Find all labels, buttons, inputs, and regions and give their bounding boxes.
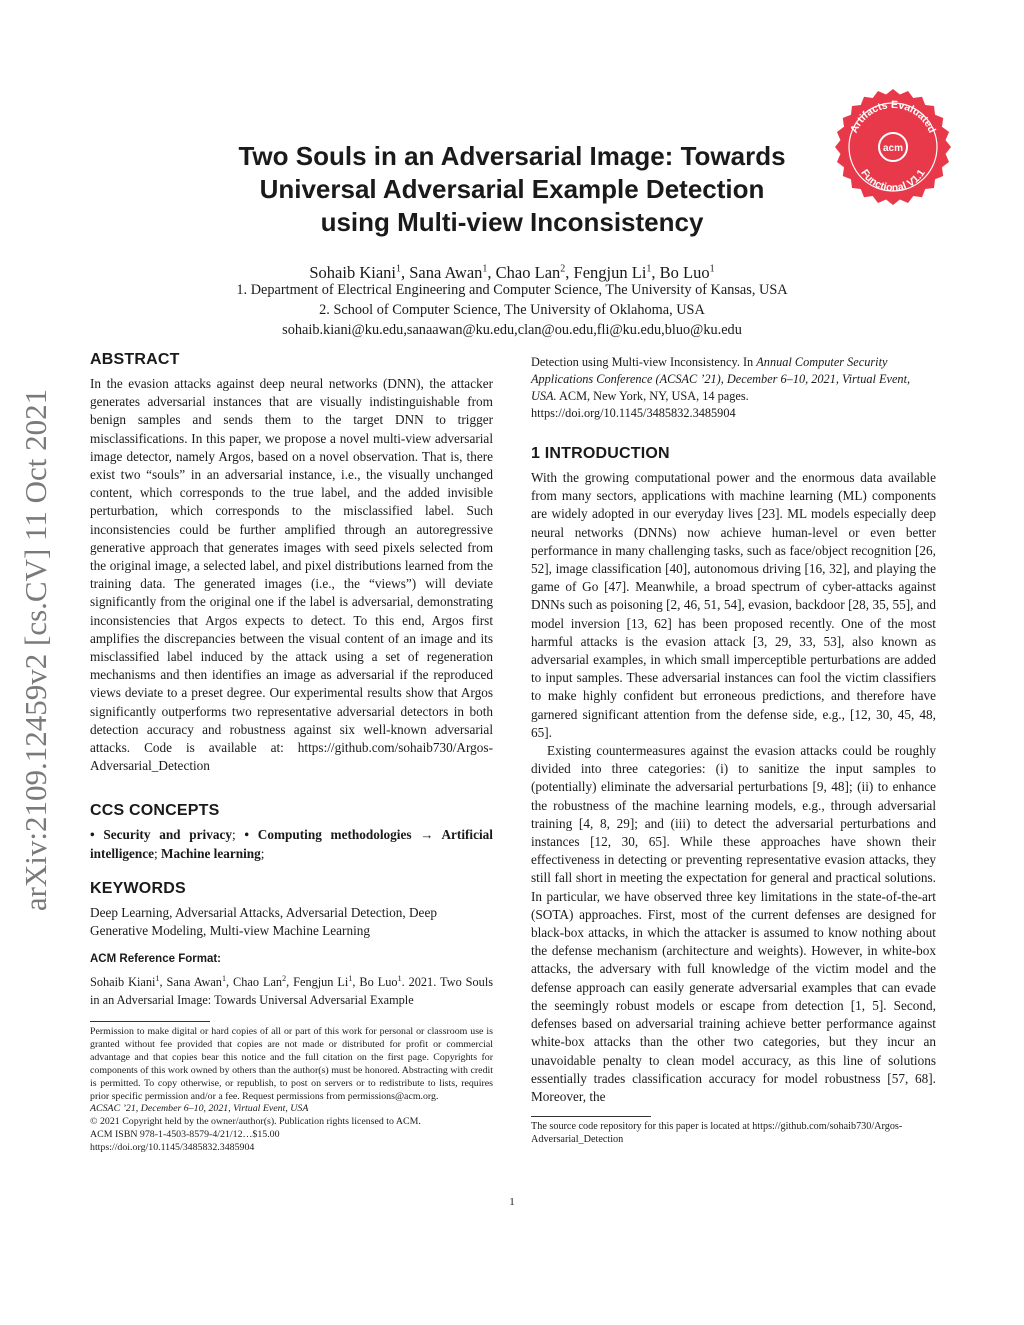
- intro-paragraph: With the growing computational power and the enormous data available from many sectors, applications with machine learning (ML) components are widely adopted in our everyday lives [23]. ML models especially deep neural networks (DNNs) now achieve human-level or even better performance in many challenging tasks, such as face/object recognition [26, 52], image classification [40], autonomous driving [16, 32], and playing the game of Go [47]. Meanwhile, a broad spectrum of cyber-attacks against DNNs such as poisoning [2, 46, 51, 54], evasion, backdoor [28, 35, 55], and model inversion [13, 62] has been proposed recently. One of the most harmful attacks is the evasion attack [3, 29, 33, 53], also known as adversarial examples, in which small imperceptible perturbations are added to input samples. These adversarial instances can fool the victim classifiers to make highly confident but erroneous predictions, and therefore have garnered significant attention from the defense side, e.g., [12, 30, 45, 48, 65].: [531, 470, 936, 740]
- affiliation-oklahoma: 2. School of Computer Science, The University of Oklahoma, USA: [319, 302, 705, 318]
- ccs-concepts: • Security and privacy; • Computing methodologies → Artificial intelligence; Machine learning;: [90, 827, 493, 861]
- venue-line: ACSAC ’21, December 6–10, 2021, Virtual Event, USA: [90, 1103, 309, 1115]
- badge-seal-icon: [832, 86, 954, 208]
- svg-text:acm: acm: [882, 143, 904, 154]
- permission-block: [90, 1021, 493, 1155]
- abstract-heading: ABSTRACT: [90, 351, 180, 368]
- permission-notice: Permission to make digital or hard copies of all or part of this work for personal or classroom use is granted without fee provided that copies are not made or distributed for profit or commercial advantage and that copies bear this notice and the full citation on the first page. Copyrights for components of this work owned by others than the author(s) must be honored. Abstracting with credit is permitted. To copy otherwise, or republish, to post on servers or to redistribute to lists, requires prior specific permission and/or a fee. Request permissions from permissions@acm.org.: [90, 1025, 493, 1102]
- author: Sana Awan$^1$,: [409, 262, 496, 282]
- affiliation-kansas: 1. Department of Electrical Engineering and Computer Science, The University of Kansas, USA: [236, 282, 788, 298]
- right-column: [531, 354, 936, 1146]
- keywords-text: Deep Learning, Adversarial Attacks, Adversarial Detection, Deep Generative Modeling, Multi-view Machine Learning: [90, 904, 437, 939]
- artifacts-evaluated-badge: [832, 86, 954, 208]
- title-line: Two Souls in an Adversarial Image: Towards: [238, 141, 786, 171]
- left-column: [90, 350, 493, 1155]
- footnote-text: The source code repository for this paper is located at https://github.com/sohaib730/Argos-Adversarial_Detection: [531, 1121, 903, 1146]
- copyright-line: © 2021 Copyright held by the owner/author(s). Publication rights licensed to ACM.: [90, 1116, 421, 1128]
- divider: [531, 1116, 651, 1117]
- svg-text:Functional V1.1: Functional V1.1: [858, 167, 928, 195]
- intro-paragraph: Existing countermeasures against the evasion attacks could be roughly divided into three categories: (i) to sanitize the input samples to (potentially) eliminate the adversarial perturbations [9, 48]; (ii) to enhance the robustness of the machine learning models, e.g., through adversarial training [4, 8, 29]; and (iii) to detect the adversarial perturbations and instances [12, 30, 65]. While these approaches have shown their effectiveness in detecting or preventing representative evasion attacks, they still fall short in meeting the expectation for general and practical solutions. In particular, we have observed three key limitations in the state-of-the-art (SOTA) approaches. First, most of the current defenses are designed for black-box attacks, in which the attacker is assumed to know nothing about the defense mechanism (architecture and weights). However, in white-box attacks, the adversary with full knowledge of the victim model and the defense approach can easily generate adversarial examples that can evade the seemingly robust models or escape from detection [1, 5]. Second, defenses based on adversarial training achieve better performance against white-box attacks than the other two categories, but they incur an unavoidable penalty to clean model accuracy, as this line of solutions essentially trades classification accuracy for model robustness [57, 68]. Moreover, the: [531, 743, 936, 1104]
- arxiv-identifier: arXiv:2109.12459v2 [cs.CV] 11 Oct 2021: [18, 388, 53, 912]
- footnote-block: [531, 1116, 936, 1146]
- isbn-line: ACM ISBN 978-1-4503-8579-4/21/12…$15.00: [90, 1129, 280, 1141]
- title-line: Universal Adversarial Example Detection: [259, 174, 765, 204]
- keywords-heading: KEYWORDS: [90, 879, 186, 897]
- acm-reference-heading: ACM Reference Format:: [90, 953, 221, 966]
- author: Fengjun Li$^1$,: [573, 262, 660, 282]
- paper-title: [200, 140, 824, 239]
- svg-text:Artifacts Evaluated: Artifacts Evaluated: [848, 98, 938, 135]
- acm-reference-text: Sohaib Kiani$^1$, Sana Awan$^1$, Chao Lan$^2$, Fengjun Li$^1$, Bo Luo$^1$. 2021. Two Souls in an Adversarial Image: Towards Universal Adversarial Example: [90, 974, 494, 1007]
- author: Sohaib Kiani$^1$,: [309, 262, 410, 282]
- page-number: 1: [509, 1196, 515, 1208]
- introduction-heading: 1 INTRODUCTION: [531, 445, 670, 462]
- divider: [90, 1021, 210, 1022]
- arxiv-sidebar: [14, 340, 58, 960]
- abstract-text: In the evasion attacks against deep neural networks (DNN), the attacker generates adversarial instances that are visually indistinguishable from benign samples and sends them to the target DNN to trigger misclassifications. In this paper, we propose a novel multi-view adversarial image detector, namely Argos, based on a novel observation. That is, there exist two “souls” in an adversarial instance, i.e., the visually unchanged content, which corresponds to the true label, and the added invisible perturbation, which corresponds to the misclassified label. Such inconsistencies could be further amplified through an autoregressive generative approach that generates images with seed pixels selected from the original image, a selected label, and pixel distributions learned from the training data. The generated images (i.e., the “views”) will deviate significantly from the original one if the label is adversarial, demonstrating inconsistencies that Argos expects to detect. To this end, Argos first amplifies the discrepancies between the visual content of an image and its misclassified label induced by the attack using a set of regeneration mechanisms and then identifies an image as adversarial if the reproduced views deviate to a preset degree. Our experimental results show that Argos significantly outperforms two representative adversarial detectors in both detection accuracy and robustness against six well-known adversarial attacks. Code is available at: https://github.com/sohaib730/Argos-Adversarial_Detection: [90, 376, 493, 774]
- author: Bo Luo$^1$: [659, 262, 715, 282]
- title-line: using Multi-view Inconsistency: [320, 207, 704, 237]
- ccs-heading: CCS CONCEPTS: [90, 802, 220, 820]
- acm-reference: [90, 950, 493, 1009]
- acm-reference-continued: Detection using Multi-view Inconsistency. In Annual Computer Security Applications Conference (ACSAC ’21), December 6–10, 2021, Virtual Event, USA. ACM, New York, NY, USA, 14 pages. https://doi.org/10.1145/3485832.3485904: [531, 355, 911, 420]
- doi-line: https://doi.org/10.1145/3485832.3485904: [90, 1142, 255, 1154]
- author-emails: sohaib.kiani@ku.edu,sanaawan@ku.edu,clan@ou.edu,fli@ku.edu,bluo@ku.edu: [282, 322, 742, 338]
- author: Chao Lan$^2$,: [495, 262, 574, 282]
